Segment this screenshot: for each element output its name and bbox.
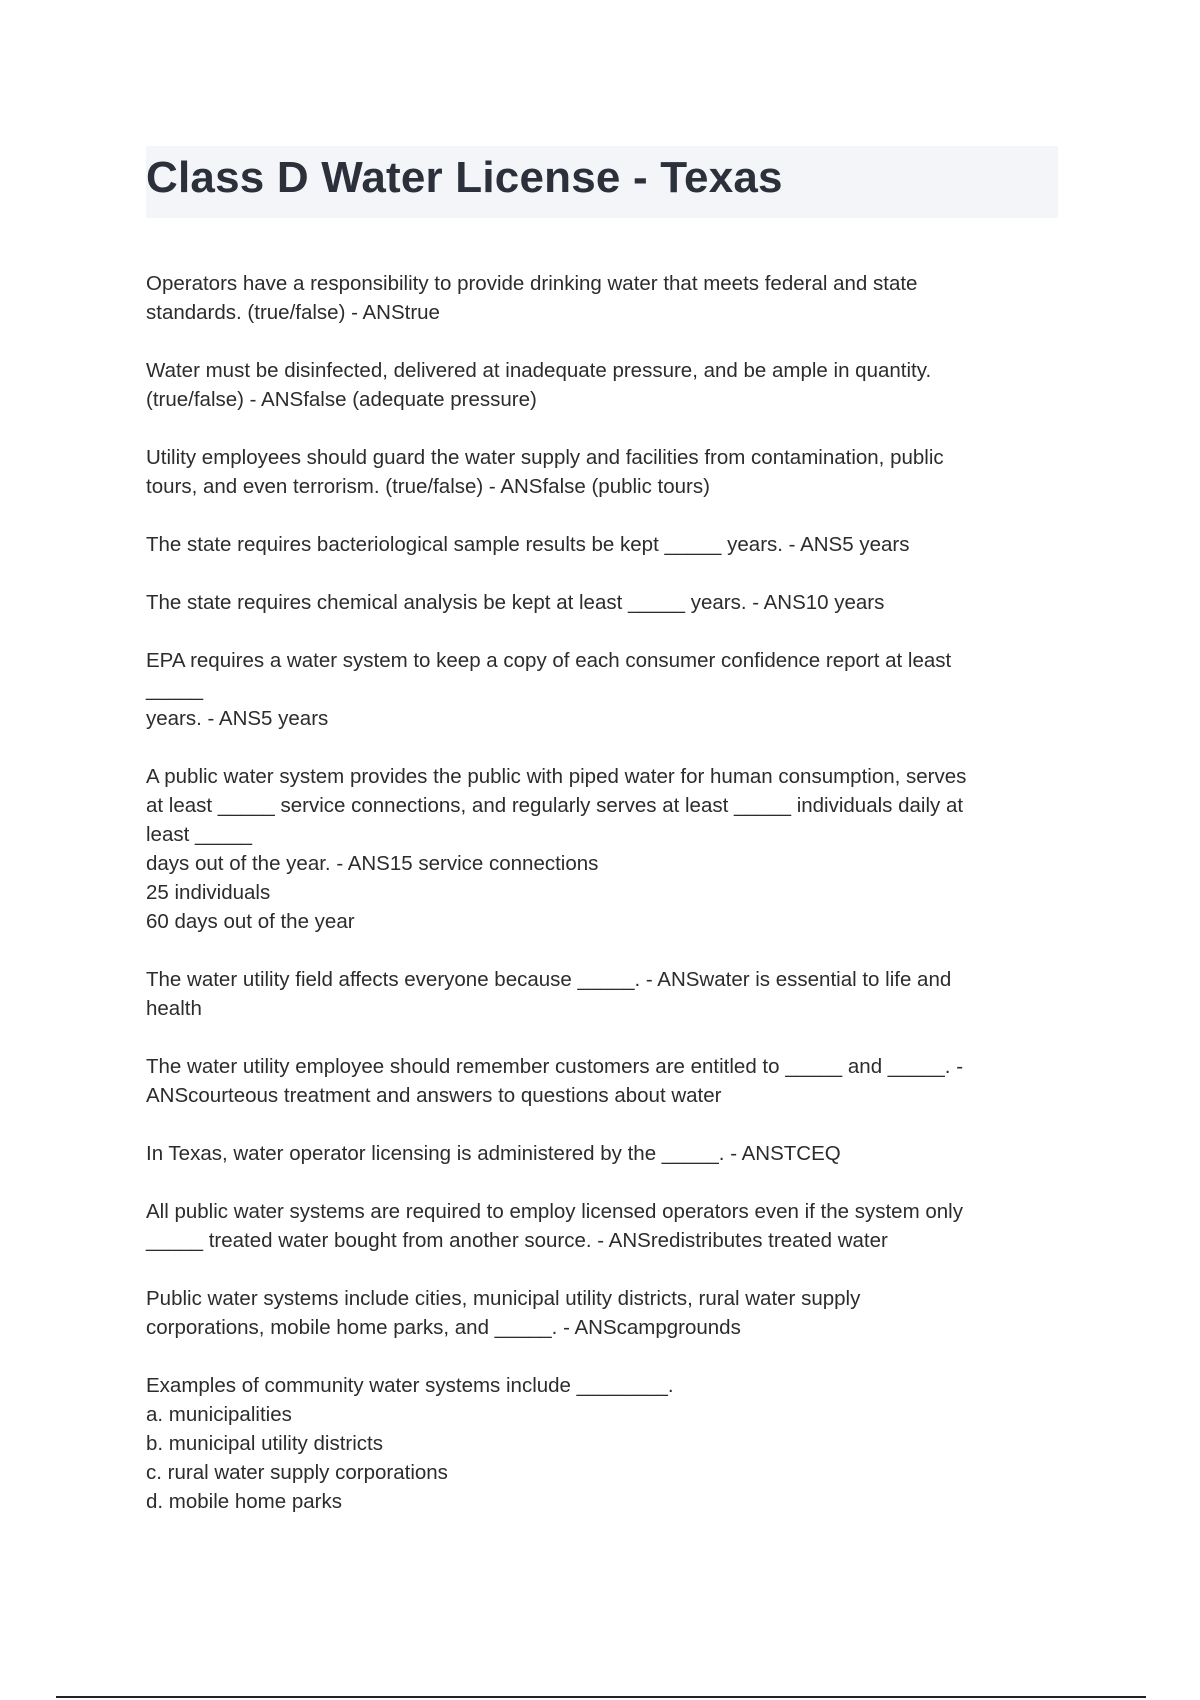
qa-item: A public water system provides the public with piped water for human consumption, serves at least _____ service connections, and regularly serves at least _____ individuals daily at least _____ days out of the year. - ANS15 service connections 25 individuals 60 days out of the year [146, 765, 967, 933]
page-bottom-rule [56, 1696, 1146, 1698]
qa-item: Examples of community water systems include ________. a. municipalities b. municipal utility districts c. rural water supply corporations d. mobile home parks [146, 1374, 674, 1513]
qa-item: EPA requires a water system to keep a copy of each consumer confidence report at least _____ years. - ANS5 years [146, 649, 952, 730]
qa-item: Operators have a responsibility to provide drinking water that meets federal and state standards. (true/false) - ANStrue [146, 272, 918, 324]
qa-item: In Texas, water operator licensing is administered by the _____. - ANSTCEQ [146, 1142, 841, 1165]
qa-item: All public water systems are required to employ licensed operators even if the system only _____ treated water bought from another source. - ANSredistributes treated water [146, 1200, 963, 1252]
qa-item: Public water systems include cities, municipal utility districts, rural water supply corporations, mobile home parks, and _____. - ANScampgrounds [146, 1287, 861, 1339]
document-title: Class D Water License - Texas [146, 153, 783, 202]
qa-item: Water must be disinfected, delivered at inadequate pressure, and be ample in quantity. (true/false) - ANSfalse (adequate pressure) [146, 359, 932, 411]
qa-list [146, 269, 1046, 1545]
qa-item: The state requires bacteriological sample results be kept _____ years. - ANS5 years [146, 533, 910, 556]
qa-item: The water utility field affects everyone because _____. - ANSwater is essential to life and health [146, 968, 952, 1020]
qa-item: The water utility employee should remember customers are entitled to _____ and _____. - ANScourteous treatment and answers to questions about water [146, 1055, 964, 1107]
qa-item: Utility employees should guard the water supply and facilities from contamination, public tours, and even terrorism. (true/false) - ANSfalse (public tours) [146, 446, 944, 498]
qa-item: The state requires chemical analysis be kept at least _____ years. - ANS10 years [146, 591, 885, 614]
